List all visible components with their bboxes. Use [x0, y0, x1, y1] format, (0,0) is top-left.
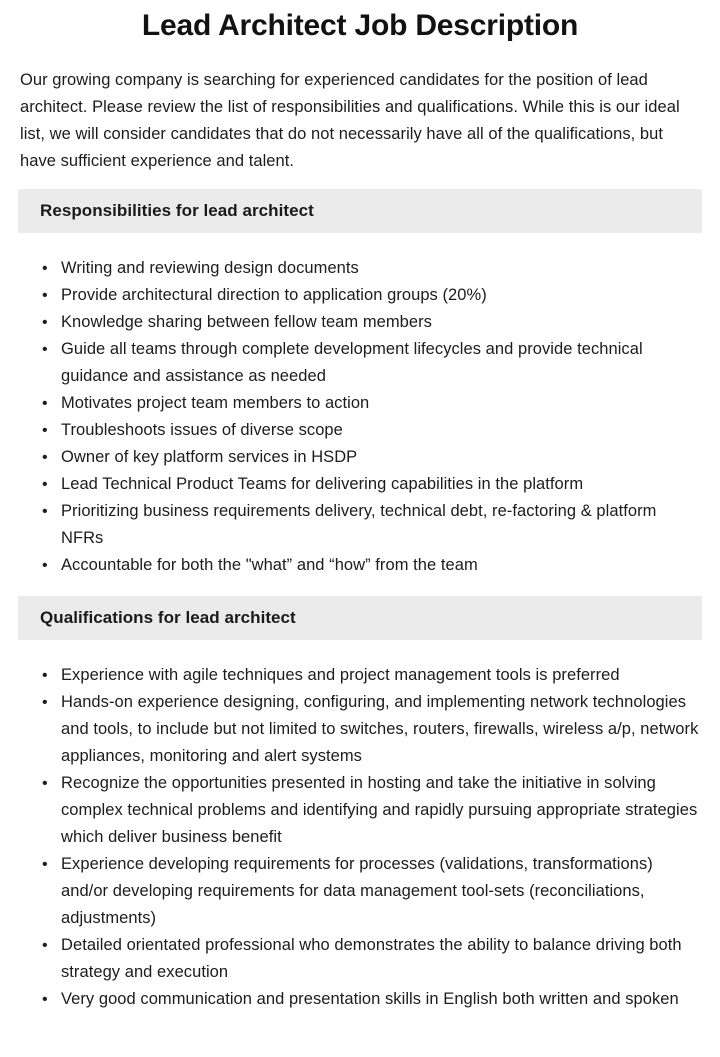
list-item: • Detailed orientated professional who demonstrates the ability to balance driving both strategy and execution: [42, 932, 700, 986]
list-item: • Knowledge sharing between fellow team members: [42, 309, 700, 336]
bullet-list: [20, 662, 700, 1013]
page-title: Lead Architect Job Description: [141, 9, 579, 42]
list-item: • Troubleshoots issues of diverse scope: [42, 417, 700, 444]
list-item: • Accountable for both the "what” and “how” from the team: [42, 552, 700, 579]
intro-paragraph: Our growing company is searching for experienced candidates for the position of lead architect. Please review the list of responsibilities and qualifications. While this is our ideal list, we will consider candidates that do not necessarily have all of the qualifications, but have sufficient experience and talent.: [20, 71, 680, 170]
list-item: • Prioritizing business requirements delivery, technical debt, re-factoring & platform NFRs: [42, 498, 700, 552]
list-item: • Experience with agile techniques and project management tools is preferred: [42, 662, 700, 689]
list-item: • Hands-on experience designing, configuring, and implementing network technologies and tools, to include but not limited to switches, routers, firewalls, wireless a/p, network appliances, monitoring and alert systems: [42, 689, 700, 770]
list-item: • Experience developing requirements for processes (validations, transformations) and/or developing requirements for data management tool-sets (reconciliations, adjustments): [42, 851, 700, 932]
sections-container: [20, 189, 700, 1013]
section-heading: Qualifications for lead architect: [18, 596, 702, 640]
list-item: • Provide architectural direction to application groups (20%): [42, 282, 700, 309]
list-item: • Guide all teams through complete development lifecycles and provide technical guidance and assistance as needed: [42, 336, 700, 390]
list-item: • Owner of key platform services in HSDP: [42, 444, 700, 471]
list-item: • Writing and reviewing design documents: [42, 255, 700, 282]
list-item: • Recognize the opportunities presented in hosting and take the initiative in solving complex technical problems and identifying and rapidly pursuing appropriate strategies which deliver business benefit: [42, 770, 700, 851]
list-item: • Lead Technical Product Teams for delivering capabilities in the platform: [42, 471, 700, 498]
bullet-list: [20, 255, 700, 579]
list-item: • Motivates project team members to action: [42, 390, 700, 417]
list-item: • Very good communication and presentation skills in English both written and spoken: [42, 986, 700, 1013]
section-heading: Responsibilities for lead architect: [18, 189, 702, 233]
